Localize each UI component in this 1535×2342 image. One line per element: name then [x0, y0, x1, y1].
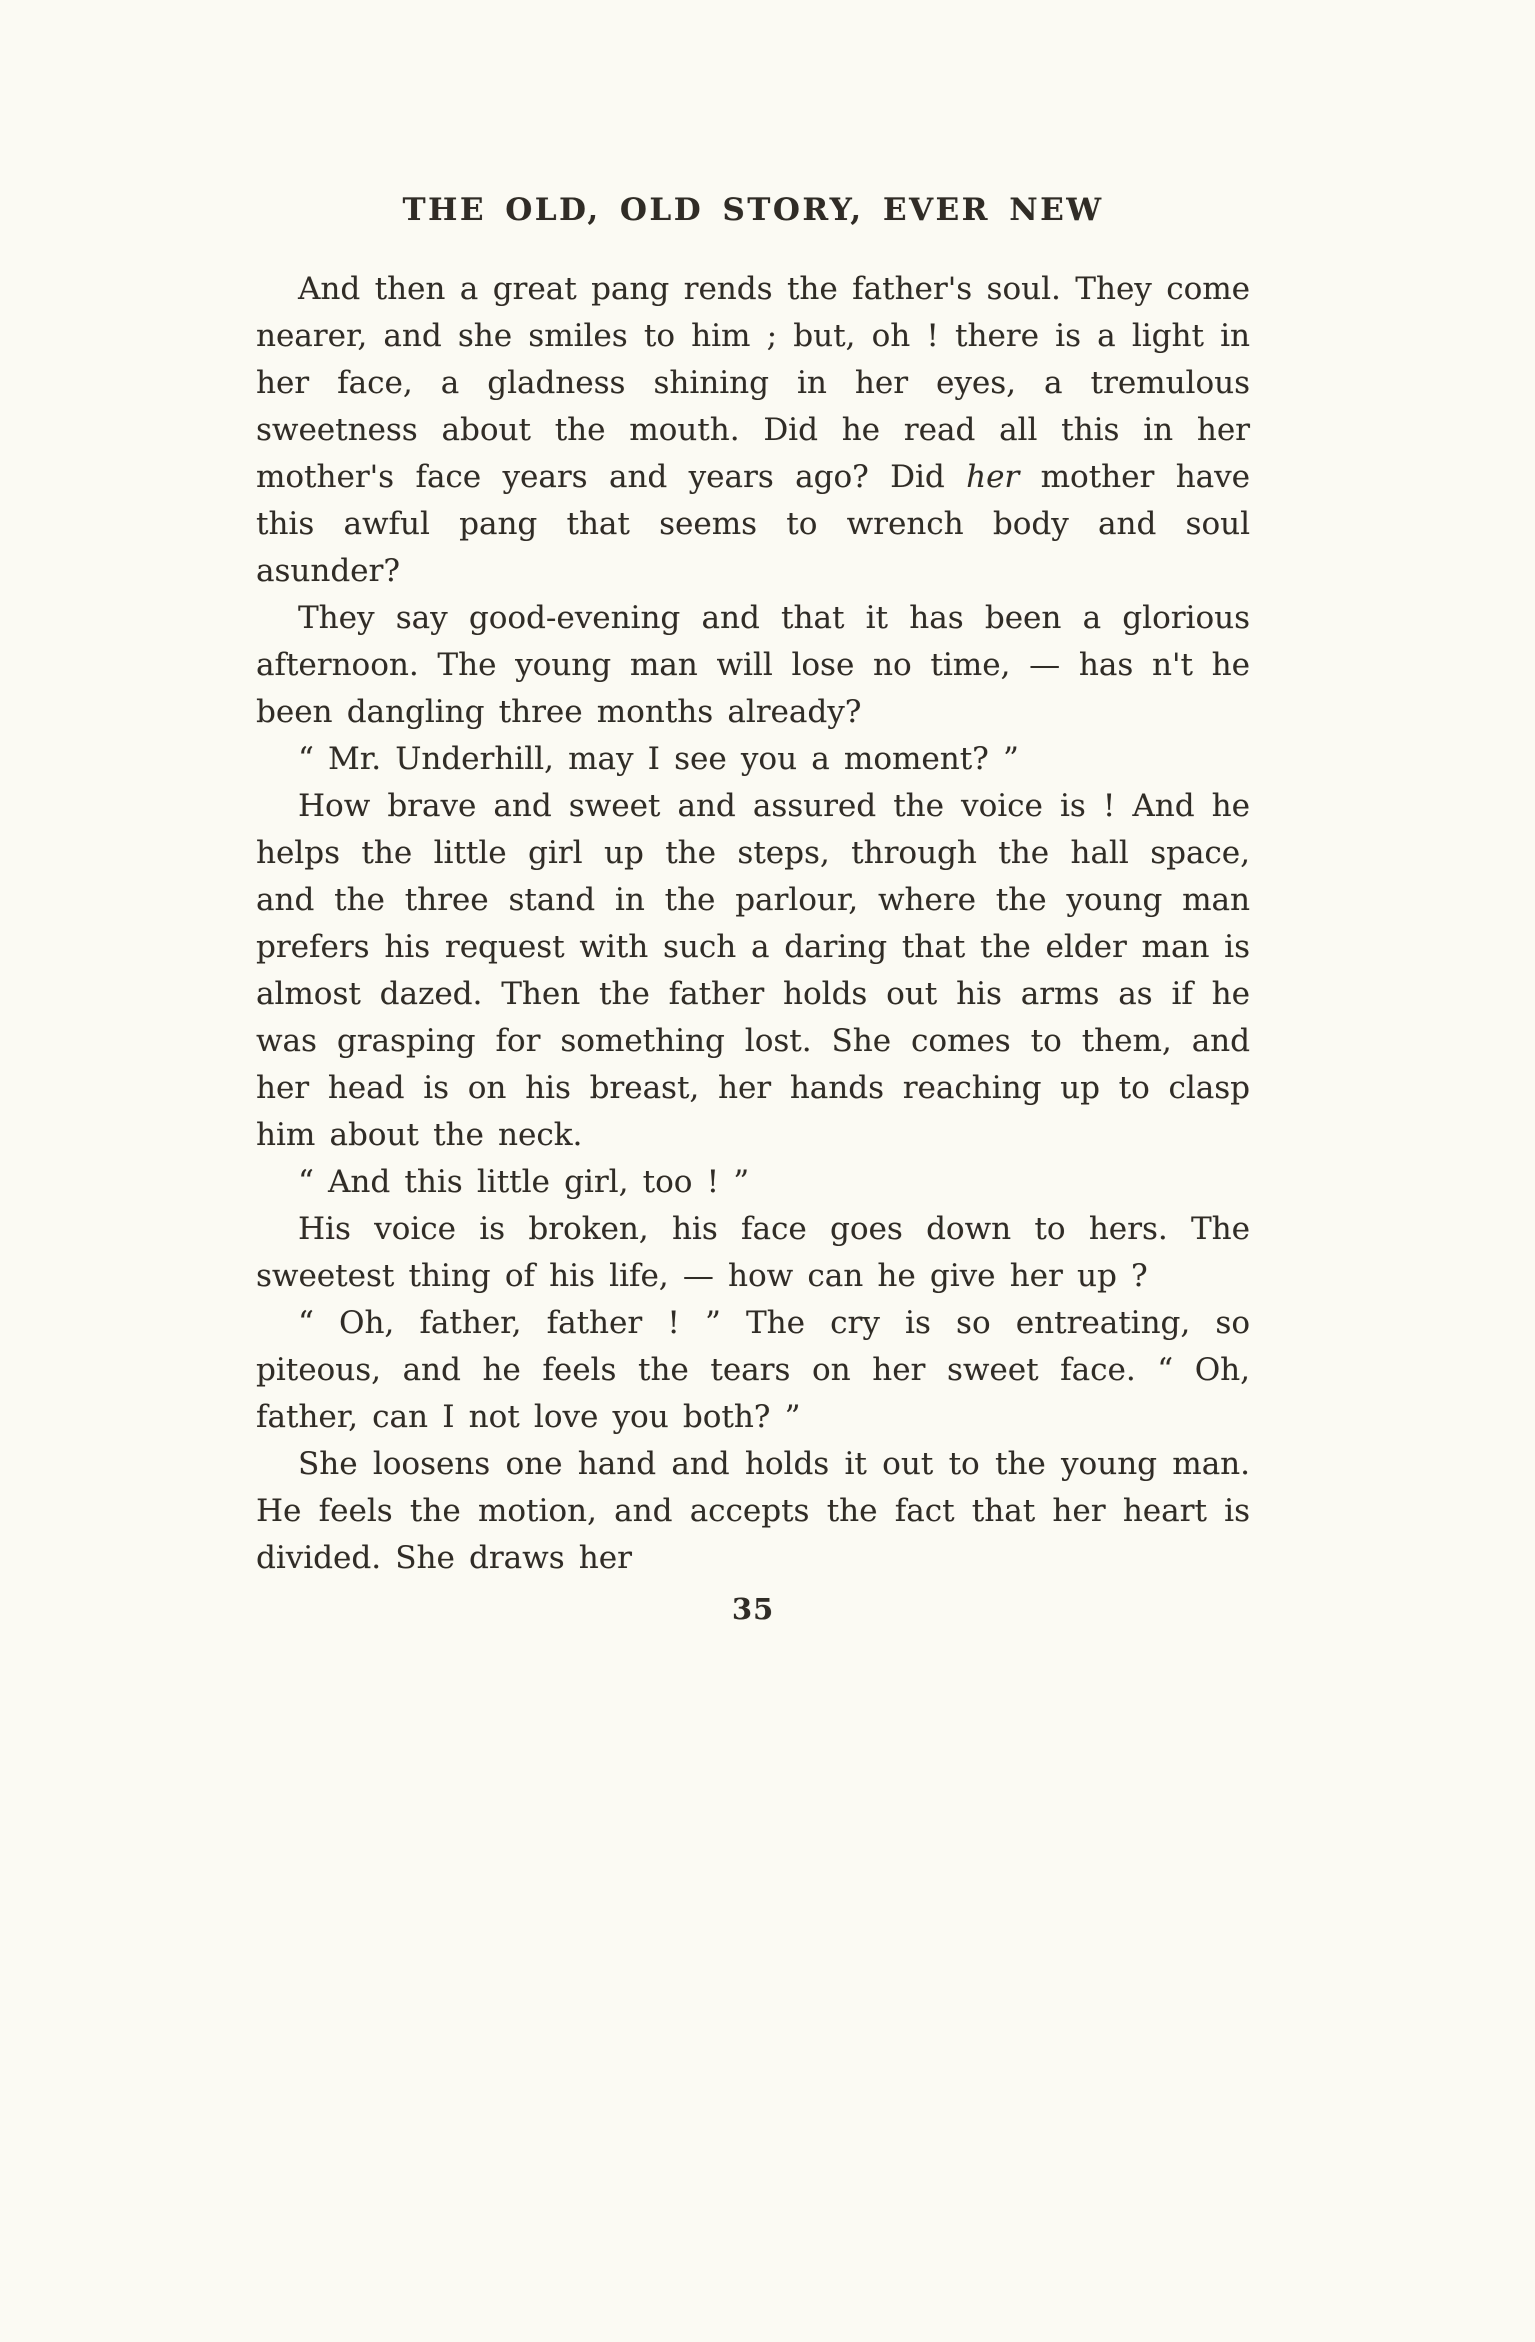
- page-number: 35: [731, 1592, 775, 1626]
- text-segment: She loosens one hand and holds it out to the young man. He feels the motion, and accepts the fact that her heart is divided. She draws her: [256, 1446, 1250, 1576]
- text-segment: They say good-evening and that it has been a glorious afternoon. The young man will lose no time, — has n't he been dangling three months already?: [256, 600, 1250, 730]
- text-segment: And then a great pang rends the father's soul. They come nearer, and she smiles to him ; but, oh ! there is a light in her face, a gladness shining in her eyes, a tremulous sweetness about the mouth. Did he read all this in her mother's face years and years ago? Did: [256, 271, 1250, 495]
- body-paragraphs: [256, 266, 1250, 1582]
- text-segment: His voice is broken, his face goes down to hers. The sweetest thing of his life, — how can he give her up ?: [256, 1211, 1250, 1294]
- paragraph: [256, 1441, 1250, 1582]
- text-segment: mother have this awful pang that seems to wrench body and soul asunder?: [256, 459, 1250, 589]
- italic-text: her: [966, 459, 1020, 495]
- text-block: [256, 192, 1250, 1626]
- paragraph: [256, 266, 1250, 595]
- paragraph: [256, 736, 1250, 783]
- paragraph: [256, 1206, 1250, 1300]
- running-head: THE OLD, OLD STORY, EVER NEW: [402, 192, 1104, 228]
- text-segment: “ Mr. Underhill, may I see you a moment? ”: [298, 741, 1019, 777]
- text-segment: “ Oh, father, father ! ” The cry is so entreating, so piteous, and he feels the tears on her sweet face. “ Oh, father, can I not love you both? ”: [256, 1305, 1250, 1435]
- paragraph: [256, 1300, 1250, 1441]
- text-segment: “ And this little girl, too ! ”: [298, 1164, 750, 1200]
- paragraph: [256, 783, 1250, 1159]
- text-segment: How brave and sweet and assured the voice is ! And he helps the little girl up the steps, through the hall space, and the three stand in the parlour, where the young man prefers his request with such a daring that the elder man is almost dazed. Then the father holds out his arms as if he was grasping for something lost. She comes to them, and her head is on his breast, her hands reaching up to clasp him about the neck.: [256, 788, 1250, 1153]
- paragraph: [256, 595, 1250, 736]
- paragraph: [256, 1159, 1250, 1206]
